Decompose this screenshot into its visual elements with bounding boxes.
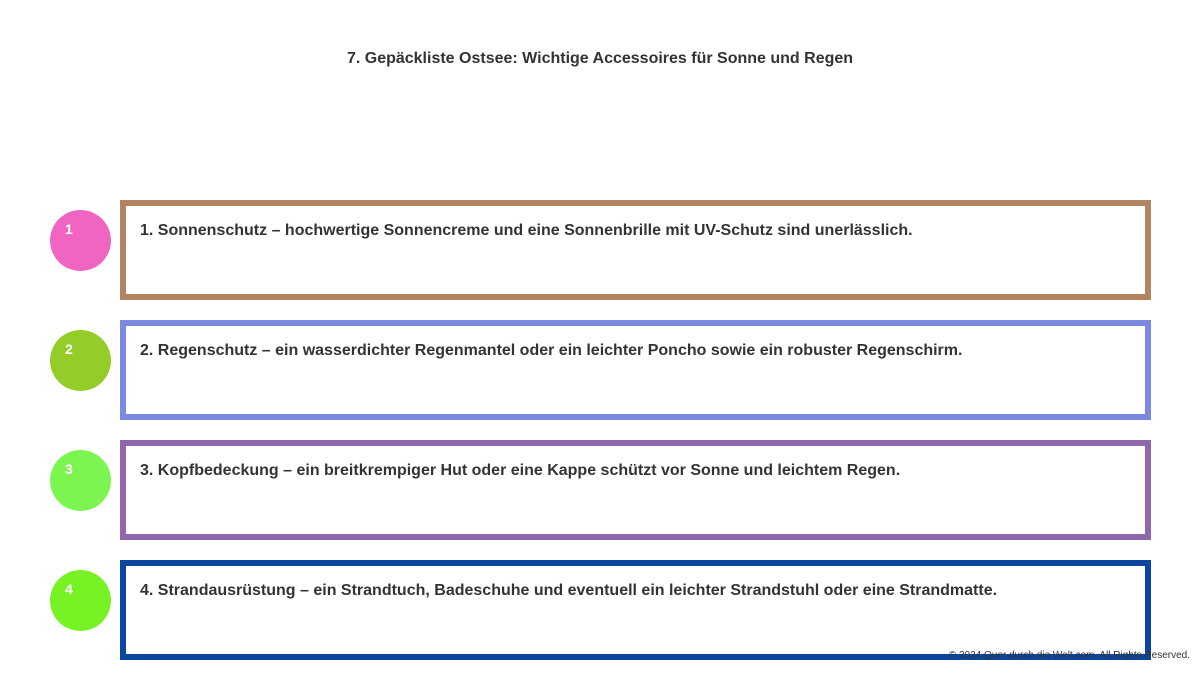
number-badge [50, 210, 111, 271]
badge-number: 1 [65, 221, 73, 237]
copyright-footer: © 2024 Quer durch die Welt.com. All Rights Reserved. [948, 650, 1190, 661]
item-box [120, 560, 1151, 660]
number-badge [50, 570, 111, 631]
item-box [120, 320, 1151, 420]
badge-number: 3 [65, 461, 73, 477]
item-text: 4. Strandausrüstung – ein Strandtuch, Badeschuhe und eventuell ein leichter Strandstuhl oder eine Strandmatte. [140, 582, 998, 599]
item-text: 2. Regenschutz – ein wasserdichter Regenmantel oder ein leichter Poncho sowie ein robuster Regenschirm. [140, 342, 963, 359]
list-item [50, 320, 1151, 420]
number-badge [50, 330, 111, 391]
list-item [50, 560, 1151, 660]
item-box [120, 200, 1151, 300]
item-box [120, 440, 1151, 540]
item-text: 3. Kopfbedeckung – ein breitkrempiger Hut oder eine Kappe schützt vor Sonne und leichtem Regen. [140, 462, 901, 479]
list-item [50, 200, 1151, 300]
badge-number: 2 [65, 341, 73, 357]
list-item [50, 440, 1151, 540]
item-text: 1. Sonnenschutz – hochwertige Sonnencreme und eine Sonnenbrille mit UV-Schutz sind unerlässlich. [140, 222, 913, 239]
page-title: 7. Gepäckliste Ostsee: Wichtige Accessoires für Sonne und Regen [346, 50, 854, 67]
number-badge [50, 450, 111, 511]
badge-number: 4 [65, 581, 73, 597]
